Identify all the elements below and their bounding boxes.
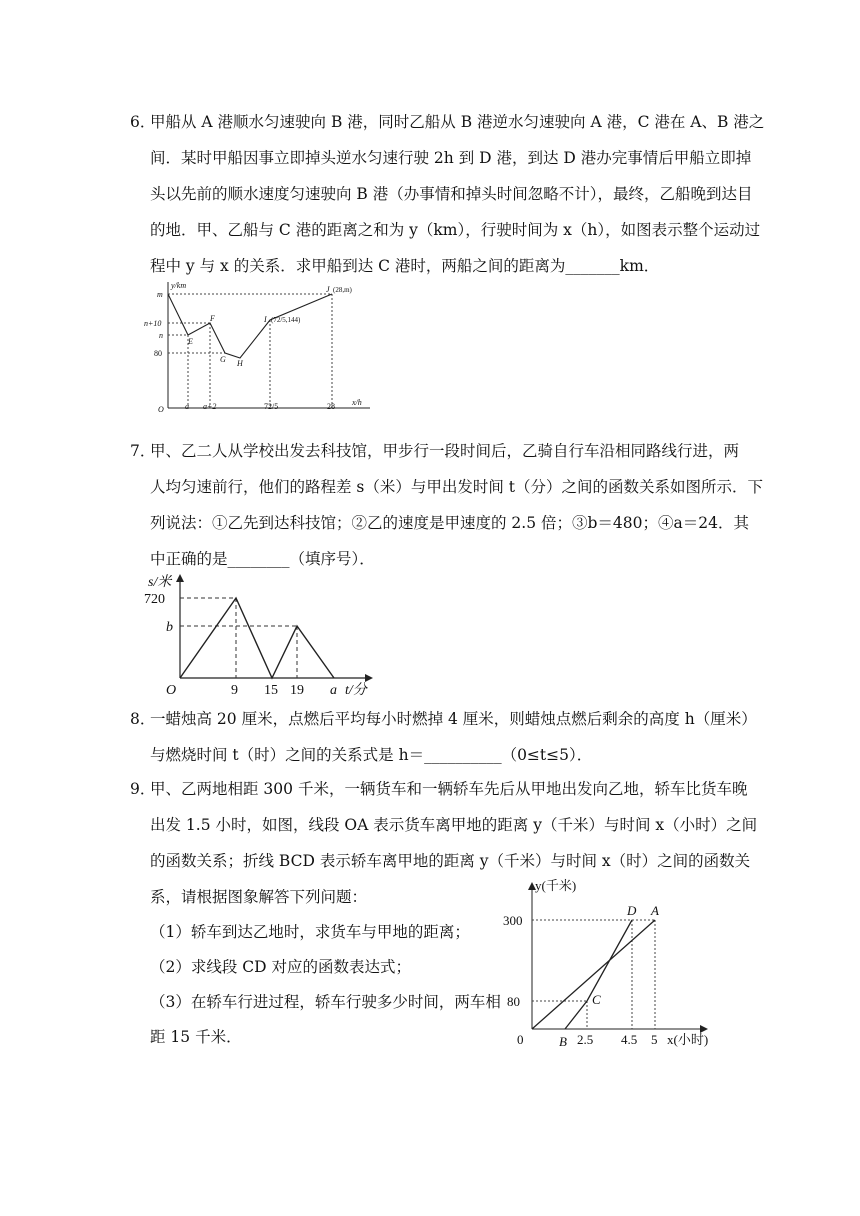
y-axis-label: y(千米) bbox=[535, 878, 577, 893]
x-axis-label: x/h bbox=[352, 398, 362, 407]
polyline-BCD bbox=[565, 920, 632, 1029]
problem-text-line: 系，请根据图象解答下列问题： bbox=[150, 888, 368, 906]
x-tick-72-5: 72/5 bbox=[264, 402, 279, 411]
point-J-coords: (28,m) bbox=[333, 286, 352, 294]
y-tick-b: b bbox=[166, 620, 173, 635]
problem-text-line: 间．某时甲船因事立即掉头逆水匀速行驶 2h 到 D 港，到达 D 港办完事情后甲船立即掉 bbox=[150, 149, 752, 167]
problem-number: 9． bbox=[130, 780, 156, 798]
x-tick-19: 19 bbox=[290, 683, 304, 698]
y-tick-300: 300 bbox=[503, 913, 523, 928]
y-axis-label: s/米 bbox=[148, 575, 172, 590]
y-axis-label: y/km bbox=[171, 281, 187, 290]
x-tick-2-5: 2.5 bbox=[577, 1032, 594, 1047]
problem-text-line: 的函数关系；折线 BCD 表示轿车离甲地的距离 y（千米）与时间 x（时）之间的函数关 bbox=[150, 852, 751, 870]
y-tick-80: 80 bbox=[507, 994, 520, 1009]
problem-text-line: 与燃烧时间 t（时）之间的关系式是 h＝__________（0≤t≤5）． bbox=[150, 746, 593, 764]
problem-text-line: 程中 y 与 x 的关系．求甲船到达 C 港时，两船之间的距离为_______km． bbox=[150, 257, 660, 275]
sub-question-3-cont: 距 15 千米． bbox=[150, 1028, 242, 1046]
sub-question-1: （1）轿车到达乙地时，求货车与甲地的距离； bbox=[150, 923, 470, 941]
sub-question-3: （3）在轿车行进过程，轿车行驶多少时间，两车相 bbox=[150, 993, 501, 1011]
problem-text-line: 人均匀速前行，他们的路程差 s（米）与甲出发时间 t（分）之间的函数关系如图所示．下 bbox=[150, 478, 764, 496]
point-A: A bbox=[651, 903, 659, 918]
y-tick-n-plus-10: n+10 bbox=[144, 319, 162, 328]
origin-label: 0 bbox=[517, 1032, 524, 1047]
problem-text-line: 甲船从 A 港顺水匀速驶向 B 港，同时乙船从 B 港逆水匀速驶向 A 港，C 港在 A、B 港之 bbox=[150, 113, 765, 131]
y-x-polyline bbox=[168, 294, 332, 358]
origin-label: O bbox=[166, 683, 177, 698]
x-tick-5: 5 bbox=[651, 1032, 658, 1047]
x-tick-a: a bbox=[185, 402, 189, 411]
x-tick-a-plus-2: a+2 bbox=[203, 402, 217, 411]
y-tick-720: 720 bbox=[144, 592, 165, 607]
point-I-coords: (72/5,144) bbox=[271, 316, 301, 324]
problem-text-line: 出发 1.5 小时，如图，线段 OA 表示货车离甲地的距离 y（千米）与时间 x（小时）之间 bbox=[150, 816, 758, 834]
x-tick-B: B bbox=[559, 1034, 567, 1049]
problem-text-line: 甲、乙两地相距 300 千米，一辆货车和一辆轿车先后从甲地出发向乙地，轿车比货车晚 bbox=[150, 780, 748, 798]
point-E: E bbox=[188, 337, 193, 346]
problem-number: 7． bbox=[130, 442, 156, 460]
sub-question-2: （2）求线段 CD 对应的函数表达式； bbox=[150, 958, 412, 976]
x-axis-label: t/分 bbox=[345, 683, 367, 698]
problem-text-line: 一蜡烛高 20 厘米，点燃后平均每小时燃掉 4 厘米，则蜡烛点燃后剩余的高度 h（厘米） bbox=[150, 710, 757, 728]
graph-problem-9 bbox=[495, 872, 720, 1052]
problem-text-line: 甲、乙二人从学校出发去科技馆，甲步行一段时间后，乙骑自行车沿相同路线行进，两 bbox=[150, 442, 740, 460]
s-t-polyline bbox=[180, 598, 334, 678]
graph-problem-6 bbox=[140, 278, 380, 418]
problem-text-line: 的地．甲、乙船与 C 港的距离之和为 y（km），行驶时间为 x（h），如图表示整个运动过 bbox=[150, 221, 761, 239]
point-F: F bbox=[210, 314, 215, 323]
graph-problem-7 bbox=[140, 570, 380, 700]
problem-number: 6． bbox=[130, 113, 156, 131]
problem-number: 8． bbox=[130, 710, 156, 728]
point-H: H bbox=[237, 359, 243, 368]
x-tick-a: a bbox=[330, 683, 337, 698]
problem-text-line: 头以先前的顺水速度匀速驶向 B 港（办事情和掉头时间忽略不计），最终，乙船晚到达目 bbox=[150, 185, 753, 203]
y-tick-m: m bbox=[157, 290, 163, 299]
problem-text-line: 中正确的是________（填序号）． bbox=[150, 550, 375, 568]
x-tick-28: 28 bbox=[327, 402, 335, 411]
y-tick-80: 80 bbox=[154, 349, 162, 358]
origin-label: O bbox=[158, 405, 164, 414]
x-axis-label: x(小时) bbox=[667, 1032, 709, 1047]
point-C: C bbox=[592, 992, 601, 1007]
point-D: D bbox=[627, 903, 637, 918]
x-tick-15: 15 bbox=[264, 683, 278, 698]
segment-OA bbox=[532, 920, 655, 1029]
y-tick-n: n bbox=[159, 331, 163, 340]
problem-text-line: 列说法：①乙先到达科技馆；②乙的速度是甲速度的 2.5 倍；③b＝480；④a＝24．其 bbox=[150, 514, 749, 532]
x-tick-4-5: 4.5 bbox=[621, 1032, 638, 1047]
x-tick-9: 9 bbox=[231, 683, 238, 698]
point-I: I bbox=[264, 315, 267, 324]
point-J: J bbox=[326, 285, 330, 294]
point-G: G bbox=[220, 355, 226, 364]
